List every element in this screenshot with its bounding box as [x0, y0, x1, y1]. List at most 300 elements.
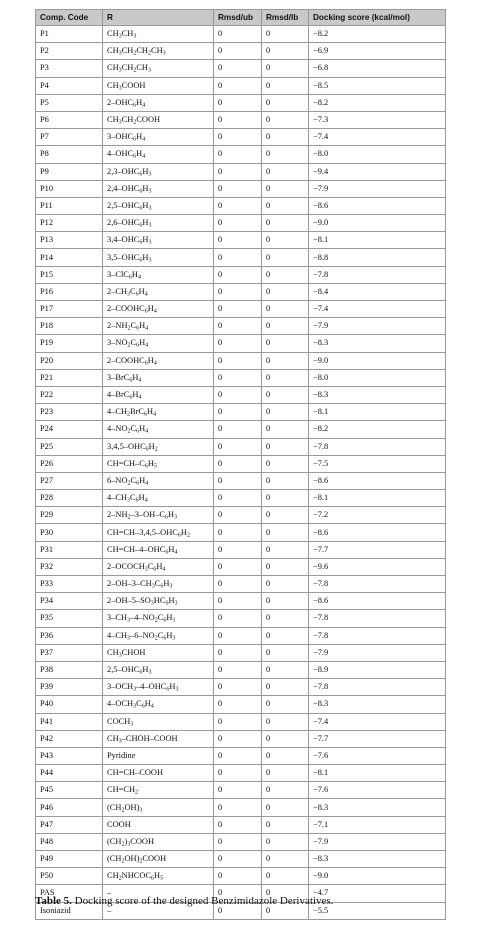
cell-comp-code: P6	[36, 111, 103, 128]
cell-r-group: $CH_3COOH$	[103, 77, 214, 94]
cell-rmsd-ub: 0	[214, 747, 262, 764]
cell-comp-code: P27	[36, 472, 103, 489]
cell-docking-score: −7.6	[309, 747, 446, 764]
table-row	[36, 610, 446, 627]
cell-rmsd-ub: 0	[214, 421, 262, 438]
cell-docking-score: −7.9	[309, 644, 446, 661]
cell-r-group: $3,4-OHC_6H_3$	[103, 232, 214, 249]
cell-rmsd-ub: 0	[214, 26, 262, 43]
cell-rmsd-lb: 0	[262, 386, 309, 403]
cell-r-group: CH=CH–COOH	[103, 765, 214, 782]
table-row	[36, 868, 446, 885]
cell-r-group: $2,4-OHC_6H_3$	[103, 180, 214, 197]
cell-r-group: $(CH_2OH)_2COOH$	[103, 851, 214, 868]
cell-comp-code: P32	[36, 558, 103, 575]
cell-rmsd-lb: 0	[262, 524, 309, 541]
cell-docking-score: −7.8	[309, 576, 446, 593]
cell-docking-score: −7.7	[309, 541, 446, 558]
cell-docking-score: −9.0	[309, 215, 446, 232]
cell-r-group: –	[103, 902, 214, 919]
cell-r-group: $2-NH_2-3-OH-C_6H_3$	[103, 507, 214, 524]
cell-rmsd-ub: 0	[214, 644, 262, 661]
cell-docking-score: −8.4	[309, 283, 446, 300]
cell-rmsd-lb: 0	[262, 283, 309, 300]
cell-docking-score: −7.2	[309, 507, 446, 524]
cell-docking-score: −8.1	[309, 232, 446, 249]
table-row	[36, 661, 446, 678]
cell-rmsd-ub: 0	[214, 266, 262, 283]
cell-docking-score: −8.6	[309, 472, 446, 489]
caption-text: Docking score of the designed Benzimidazole Derivatives.	[74, 895, 334, 907]
cell-r-group: $3-OHC_6H_4$	[103, 129, 214, 146]
cell-r-group: $CH=CH-4-OHC_6H_4$	[103, 541, 214, 558]
cell-r-group: $6-NO_2C_6H_4$	[103, 472, 214, 489]
cell-rmsd-ub: 0	[214, 163, 262, 180]
table-row	[36, 146, 446, 163]
cell-r-group: $3,5-OHC_6H_3$	[103, 249, 214, 266]
cell-docking-score: −4.7	[309, 885, 446, 902]
cell-comp-code: P15	[36, 266, 103, 283]
cell-rmsd-ub: 0	[214, 799, 262, 816]
cell-rmsd-lb: 0	[262, 129, 309, 146]
cell-docking-score: −8.3	[309, 799, 446, 816]
cell-rmsd-ub: 0	[214, 661, 262, 678]
cell-comp-code: P9	[36, 163, 103, 180]
table-row	[36, 541, 446, 558]
cell-r-group: $3-OCH_3-4-OHC_6H_3$	[103, 679, 214, 696]
cell-rmsd-ub: 0	[214, 77, 262, 94]
cell-rmsd-lb: 0	[262, 644, 309, 661]
cell-comp-code: P40	[36, 696, 103, 713]
cell-docking-score: −8.8	[309, 249, 446, 266]
cell-r-group: $(CH_2OH)_3$	[103, 799, 214, 816]
cell-comp-code: P48	[36, 833, 103, 850]
cell-rmsd-lb: 0	[262, 249, 309, 266]
table-row	[36, 765, 446, 782]
cell-rmsd-ub: 0	[214, 301, 262, 318]
cell-rmsd-lb: 0	[262, 180, 309, 197]
cell-r-group: $CH_3-CHOH$–COOH	[103, 730, 214, 747]
table-row	[36, 111, 446, 128]
cell-rmsd-ub: 0	[214, 60, 262, 77]
table-row	[36, 352, 446, 369]
cell-docking-score: −7.8	[309, 610, 446, 627]
cell-comp-code: P45	[36, 782, 103, 799]
cell-comp-code: P4	[36, 77, 103, 94]
cell-docking-score: −6.8	[309, 60, 446, 77]
cell-rmsd-ub: 0	[214, 232, 262, 249]
cell-r-group: $2,5-OHC_6H_3$	[103, 197, 214, 214]
cell-comp-code: P39	[36, 679, 103, 696]
cell-r-group: $2-NH_2C_6H_4$	[103, 318, 214, 335]
cell-comp-code: P46	[36, 799, 103, 816]
cell-r-group: $3-CH_3-4-NO_2C_6H_3$	[103, 610, 214, 627]
cell-r-group: $2-OH-5-SO_3HC_6H_3$	[103, 593, 214, 610]
cell-rmsd-ub: 0	[214, 816, 262, 833]
cell-r-group: $4-NO_2C_6H_4$	[103, 421, 214, 438]
header-row	[36, 10, 446, 26]
cell-comp-code: P38	[36, 661, 103, 678]
cell-comp-code: P14	[36, 249, 103, 266]
cell-rmsd-lb: 0	[262, 816, 309, 833]
cell-docking-score: −7.4	[309, 129, 446, 146]
table-row	[36, 215, 446, 232]
cell-comp-code: P26	[36, 455, 103, 472]
cell-docking-score: −8.6	[309, 593, 446, 610]
cell-rmsd-ub: 0	[214, 696, 262, 713]
cell-comp-code: PAS	[36, 885, 103, 902]
caption-label: Table 5.	[35, 895, 72, 907]
cell-rmsd-ub: 0	[214, 593, 262, 610]
cell-rmsd-lb: 0	[262, 43, 309, 60]
table-row	[36, 782, 446, 799]
cell-r-group: $2-COOHC_6H_4$	[103, 301, 214, 318]
cell-comp-code: P34	[36, 593, 103, 610]
table-row	[36, 180, 446, 197]
cell-rmsd-ub: 0	[214, 472, 262, 489]
cell-rmsd-lb: 0	[262, 146, 309, 163]
cell-rmsd-lb: 0	[262, 163, 309, 180]
header-r: R	[103, 10, 214, 26]
cell-docking-score: −8.3	[309, 386, 446, 403]
table-row	[36, 438, 446, 455]
cell-rmsd-ub: 0	[214, 610, 262, 627]
cell-docking-score: −7.5	[309, 455, 446, 472]
cell-rmsd-ub: 0	[214, 386, 262, 403]
cell-rmsd-lb: 0	[262, 94, 309, 111]
cell-rmsd-ub: 0	[214, 782, 262, 799]
cell-r-group: $2-COOHC_6H_4$	[103, 352, 214, 369]
cell-rmsd-ub: 0	[214, 868, 262, 885]
cell-r-group: $CH=CH_2$	[103, 782, 214, 799]
cell-comp-code: P21	[36, 369, 103, 386]
cell-rmsd-lb: 0	[262, 747, 309, 764]
table-row	[36, 129, 446, 146]
cell-docking-score: −8.9	[309, 661, 446, 678]
cell-rmsd-ub: 0	[214, 455, 262, 472]
cell-rmsd-lb: 0	[262, 369, 309, 386]
cell-docking-score: −8.6	[309, 197, 446, 214]
cell-rmsd-ub: 0	[214, 558, 262, 575]
cell-docking-score: −8.3	[309, 335, 446, 352]
cell-rmsd-lb: 0	[262, 782, 309, 799]
cell-rmsd-lb: 0	[262, 902, 309, 919]
cell-rmsd-ub: 0	[214, 885, 262, 902]
cell-rmsd-lb: 0	[262, 197, 309, 214]
cell-comp-code: P28	[36, 490, 103, 507]
table-row	[36, 472, 446, 489]
cell-comp-code: P22	[36, 386, 103, 403]
cell-rmsd-lb: 0	[262, 266, 309, 283]
cell-r-group: –	[103, 885, 214, 902]
table-row	[36, 507, 446, 524]
docking-score-table	[35, 9, 446, 920]
cell-r-group: $4-CH_3C_6H_4$	[103, 490, 214, 507]
cell-rmsd-ub: 0	[214, 541, 262, 558]
cell-docking-score: −8.1	[309, 765, 446, 782]
cell-rmsd-lb: 0	[262, 730, 309, 747]
table-row	[36, 576, 446, 593]
cell-comp-code: P11	[36, 197, 103, 214]
cell-comp-code: P19	[36, 335, 103, 352]
table-row	[36, 747, 446, 764]
cell-rmsd-lb: 0	[262, 868, 309, 885]
cell-docking-score: −8.3	[309, 696, 446, 713]
table-row	[36, 679, 446, 696]
table-row	[36, 318, 446, 335]
header-comp-code: Comp. Code	[36, 10, 103, 26]
cell-r-group: $4-OCH_3C_6H_4$	[103, 696, 214, 713]
cell-r-group: $3-ClC_6H_4$	[103, 266, 214, 283]
cell-rmsd-lb: 0	[262, 610, 309, 627]
cell-r-group: $4-CH_2BrC_6H_4$	[103, 404, 214, 421]
table-row	[36, 816, 446, 833]
cell-rmsd-lb: 0	[262, 696, 309, 713]
cell-comp-code: P2	[36, 43, 103, 60]
cell-comp-code: P42	[36, 730, 103, 747]
table-row	[36, 851, 446, 868]
cell-r-group: $2-OCOCH_3C_6H_4$	[103, 558, 214, 575]
table-row	[36, 94, 446, 111]
cell-rmsd-ub: 0	[214, 249, 262, 266]
cell-rmsd-lb: 0	[262, 679, 309, 696]
table-row	[36, 26, 446, 43]
cell-comp-code: P43	[36, 747, 103, 764]
table-row	[36, 232, 446, 249]
cell-r-group: $2-OH-3-CH_3C_6H_3$	[103, 576, 214, 593]
table-row	[36, 249, 446, 266]
cell-docking-score: −7.8	[309, 679, 446, 696]
cell-comp-code: P17	[36, 301, 103, 318]
cell-docking-score: −8.5	[309, 77, 446, 94]
cell-comp-code: P16	[36, 283, 103, 300]
cell-docking-score: −7.4	[309, 301, 446, 318]
cell-docking-score: −8.2	[309, 26, 446, 43]
cell-rmsd-ub: 0	[214, 146, 262, 163]
cell-docking-score: −7.6	[309, 782, 446, 799]
cell-comp-code: P49	[36, 851, 103, 868]
cell-rmsd-ub: 0	[214, 765, 262, 782]
cell-comp-code: P30	[36, 524, 103, 541]
cell-rmsd-lb: 0	[262, 60, 309, 77]
cell-r-group: $CH_3CH_2CH_3$	[103, 60, 214, 77]
cell-r-group: $CH=CH-3,4,5-OHC_6H_2$	[103, 524, 214, 541]
cell-rmsd-lb: 0	[262, 576, 309, 593]
cell-r-group: $4-BrC_6H_4$	[103, 386, 214, 403]
cell-docking-score: −7.3	[309, 111, 446, 128]
table-row	[36, 369, 446, 386]
cell-rmsd-lb: 0	[262, 352, 309, 369]
cell-rmsd-lb: 0	[262, 833, 309, 850]
cell-rmsd-lb: 0	[262, 765, 309, 782]
cell-docking-score: −9.6	[309, 558, 446, 575]
cell-comp-code: Isoniazid	[36, 902, 103, 919]
cell-comp-code: P35	[36, 610, 103, 627]
cell-rmsd-ub: 0	[214, 111, 262, 128]
table-row	[36, 524, 446, 541]
table-row	[36, 730, 446, 747]
cell-rmsd-lb: 0	[262, 335, 309, 352]
cell-rmsd-lb: 0	[262, 885, 309, 902]
cell-docking-score: −8.2	[309, 421, 446, 438]
cell-docking-score: −7.8	[309, 266, 446, 283]
cell-rmsd-ub: 0	[214, 283, 262, 300]
cell-rmsd-ub: 0	[214, 180, 262, 197]
table-row	[36, 713, 446, 730]
cell-rmsd-ub: 0	[214, 524, 262, 541]
cell-docking-score: −7.8	[309, 627, 446, 644]
cell-rmsd-lb: 0	[262, 438, 309, 455]
cell-r-group: $COCH_3$	[103, 713, 214, 730]
cell-rmsd-lb: 0	[262, 627, 309, 644]
cell-comp-code: P20	[36, 352, 103, 369]
cell-comp-code: P23	[36, 404, 103, 421]
cell-rmsd-lb: 0	[262, 472, 309, 489]
cell-comp-code: P33	[36, 576, 103, 593]
table-row	[36, 455, 446, 472]
cell-r-group: $CH=CH-C_6H_5$	[103, 455, 214, 472]
cell-rmsd-ub: 0	[214, 851, 262, 868]
cell-comp-code: P50	[36, 868, 103, 885]
cell-rmsd-ub: 0	[214, 129, 262, 146]
cell-docking-score: −7.9	[309, 318, 446, 335]
cell-rmsd-lb: 0	[262, 301, 309, 318]
cell-r-group: Pyridine	[103, 747, 214, 764]
cell-rmsd-lb: 0	[262, 713, 309, 730]
cell-r-group: $2,3-OHC_6H_3$	[103, 163, 214, 180]
cell-r-group: $(CH_2)_3COOH$	[103, 833, 214, 850]
cell-r-group: $CH_3CHOH$	[103, 644, 214, 661]
cell-rmsd-ub: 0	[214, 438, 262, 455]
table-header	[36, 10, 446, 26]
cell-comp-code: P41	[36, 713, 103, 730]
cell-rmsd-lb: 0	[262, 421, 309, 438]
cell-r-group: $2-CH_3C_6H_4$	[103, 283, 214, 300]
cell-comp-code: P36	[36, 627, 103, 644]
table-body	[36, 26, 446, 920]
cell-docking-score: −8.0	[309, 146, 446, 163]
cell-r-group: $CH_3CH_2CH_2CH_3$	[103, 43, 214, 60]
cell-docking-score: −7.4	[309, 713, 446, 730]
cell-comp-code: P10	[36, 180, 103, 197]
table-row	[36, 627, 446, 644]
cell-comp-code: P24	[36, 421, 103, 438]
cell-r-group: $CH_2NHCOC_6H_5$	[103, 868, 214, 885]
cell-r-group: $2,6-OHC_6H_3$	[103, 215, 214, 232]
cell-r-group: $3-BrC_6H_4$	[103, 369, 214, 386]
cell-docking-score: −7.8	[309, 438, 446, 455]
cell-rmsd-lb: 0	[262, 799, 309, 816]
table-row	[36, 60, 446, 77]
table-row	[36, 163, 446, 180]
cell-comp-code: P44	[36, 765, 103, 782]
cell-docking-score: −9.0	[309, 352, 446, 369]
table-row	[36, 421, 446, 438]
cell-r-group: $CH_3CH_3$	[103, 26, 214, 43]
cell-rmsd-ub: 0	[214, 318, 262, 335]
cell-r-group: $CH_3CH_2COOH$	[103, 111, 214, 128]
table-row	[36, 799, 446, 816]
table-row	[36, 77, 446, 94]
cell-r-group: $3,4,5-OHC_6H_2$	[103, 438, 214, 455]
cell-rmsd-ub: 0	[214, 902, 262, 919]
table-row	[36, 266, 446, 283]
cell-r-group: $4-CH_3-6-NO_2C_6H_3$	[103, 627, 214, 644]
cell-rmsd-ub: 0	[214, 369, 262, 386]
cell-rmsd-lb: 0	[262, 541, 309, 558]
cell-rmsd-ub: 0	[214, 94, 262, 111]
cell-rmsd-lb: 0	[262, 26, 309, 43]
cell-docking-score: −8.2	[309, 94, 446, 111]
cell-docking-score: −7.7	[309, 730, 446, 747]
table-row	[36, 43, 446, 60]
table-row	[36, 197, 446, 214]
header-docking-score: Docking score (kcal/mol)	[309, 10, 446, 26]
cell-docking-score: −5.5	[309, 902, 446, 919]
cell-rmsd-lb: 0	[262, 661, 309, 678]
cell-docking-score: −8.0	[309, 369, 446, 386]
table-row	[36, 558, 446, 575]
docking-table-container	[35, 9, 445, 920]
cell-rmsd-ub: 0	[214, 352, 262, 369]
cell-rmsd-ub: 0	[214, 215, 262, 232]
cell-rmsd-ub: 0	[214, 490, 262, 507]
cell-rmsd-lb: 0	[262, 490, 309, 507]
table-caption	[35, 895, 455, 907]
cell-docking-score: −9.0	[309, 868, 446, 885]
table-row	[36, 283, 446, 300]
cell-rmsd-ub: 0	[214, 43, 262, 60]
cell-r-group: COOH	[103, 816, 214, 833]
header-rmsd-lb: Rmsd/lb	[262, 10, 309, 26]
cell-comp-code: P5	[36, 94, 103, 111]
cell-rmsd-ub: 0	[214, 713, 262, 730]
table-row	[36, 833, 446, 850]
cell-rmsd-ub: 0	[214, 627, 262, 644]
cell-rmsd-lb: 0	[262, 215, 309, 232]
cell-comp-code: P3	[36, 60, 103, 77]
cell-r-group: $2-OHC_6H_4$	[103, 94, 214, 111]
cell-docking-score: −7.9	[309, 180, 446, 197]
cell-r-group: $4-OHC_6H_4$	[103, 146, 214, 163]
cell-comp-code: P29	[36, 507, 103, 524]
cell-comp-code: P31	[36, 541, 103, 558]
cell-rmsd-lb: 0	[262, 455, 309, 472]
table-row	[36, 490, 446, 507]
table-row	[36, 644, 446, 661]
cell-docking-score: −6.9	[309, 43, 446, 60]
cell-docking-score: −8.1	[309, 404, 446, 421]
cell-rmsd-lb: 0	[262, 77, 309, 94]
cell-docking-score: −7.1	[309, 816, 446, 833]
cell-rmsd-lb: 0	[262, 558, 309, 575]
cell-docking-score: −8.1	[309, 490, 446, 507]
cell-rmsd-ub: 0	[214, 576, 262, 593]
cell-rmsd-lb: 0	[262, 507, 309, 524]
header-rmsd-ub: Rmsd/ub	[214, 10, 262, 26]
cell-docking-score: −8.6	[309, 524, 446, 541]
table-row	[36, 696, 446, 713]
cell-rmsd-ub: 0	[214, 197, 262, 214]
cell-rmsd-ub: 0	[214, 730, 262, 747]
table-row	[36, 301, 446, 318]
cell-r-group: $2,5-OHC_6H_3$	[103, 661, 214, 678]
cell-r-group: $3-NO_2C_6H_4$	[103, 335, 214, 352]
cell-docking-score: −8.3	[309, 851, 446, 868]
cell-comp-code: P47	[36, 816, 103, 833]
cell-rmsd-lb: 0	[262, 404, 309, 421]
cell-rmsd-lb: 0	[262, 851, 309, 868]
